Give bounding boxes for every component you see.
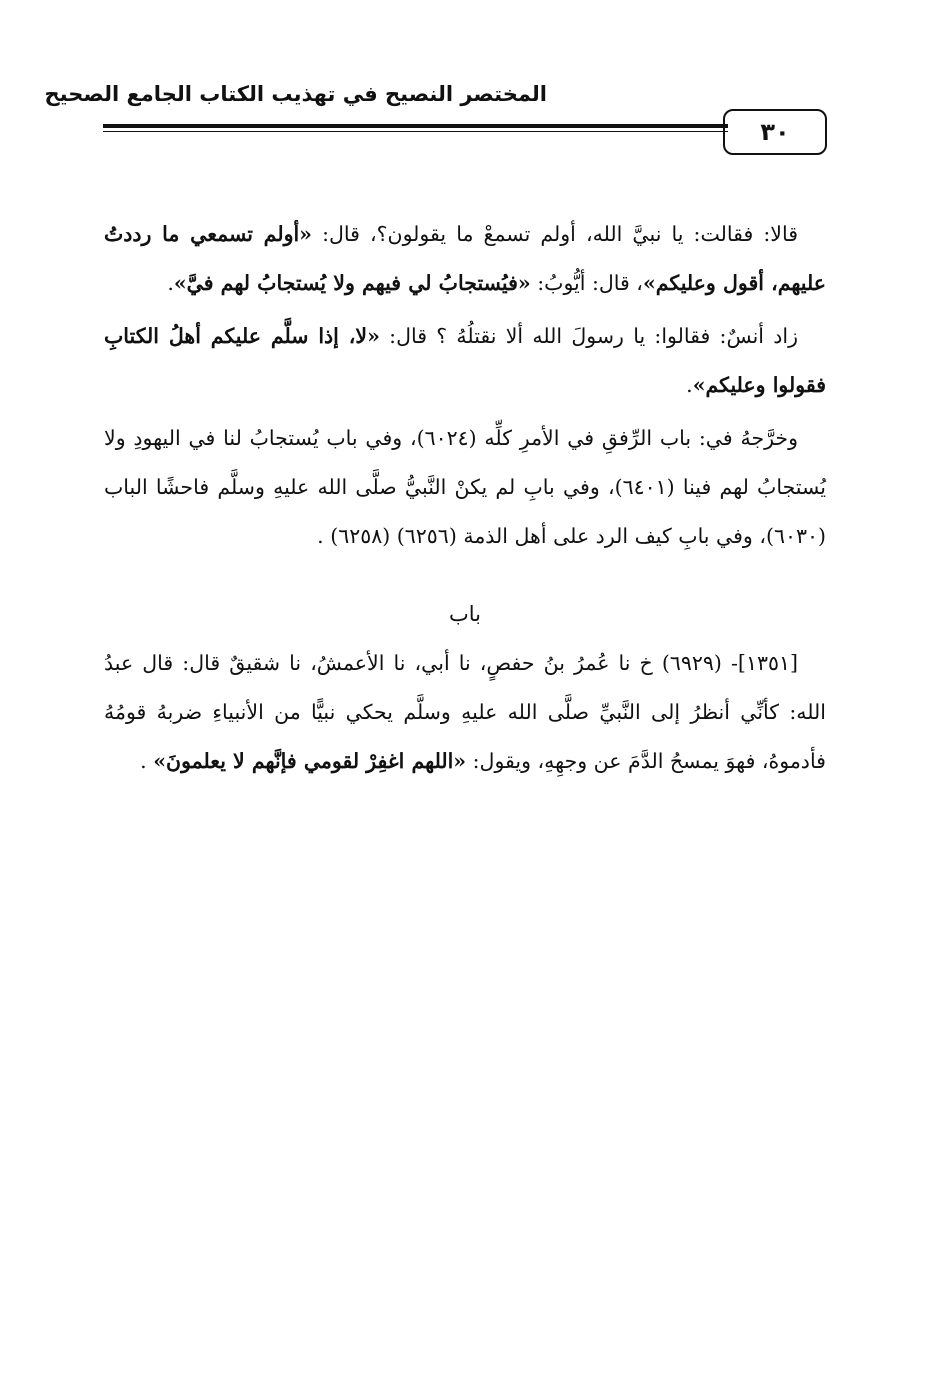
- paragraph-1: [104, 210, 826, 308]
- page-body: [104, 210, 826, 786]
- hadith-quote: «فيُستجابُ لي فيهم ولا يُستجابُ لهم فيَّ»: [173, 271, 531, 295]
- paragraph-2-text: زاد أنسٌ: فقالوا: يا رسولَ الله ألا نقتلُهُ ؟ قال:: [379, 324, 798, 348]
- paragraph-4-text: [١٣٥١]- (٦٩٢٩) خ نا عُمرُ بنُ حفصٍ، نا أبي، نا الأعمشُ، نا شقيقٌ قال: قال عبدُ الله: كأنِّي أنظرُ إلى النَّبيِّ صلَّى الله عليهِ وسلَّم يحكي نبيًّا من الأنبياءِ ضربهُ قومُهُ فأدموهُ، فهوَ يمسحُ الدَّمَ عن وجهِهِ، ويقول:: [104, 651, 826, 773]
- hadith-quote: «لا، إذا سلَّم عليكم أهلُ الكتابِ فقولوا وعليكم»: [104, 324, 826, 397]
- paragraph-4: [104, 639, 826, 786]
- running-header-title: المختصر النصيح في تهذيب الكتاب الجامع الصحيح: [44, 82, 547, 106]
- section-heading: باب: [448, 602, 481, 626]
- header-rule: [103, 124, 728, 128]
- hadith-quote: «أولم تسمعي ما رددتُ عليهم، أقول وعليكم»: [104, 222, 826, 295]
- paragraph-2-text: .: [686, 373, 693, 397]
- paragraph-2: [104, 312, 826, 410]
- header-rule-thin: [103, 131, 728, 132]
- page-number: ٣٠: [723, 109, 827, 155]
- paragraph-3: وخرَّجهُ في: باب الرِّفقِ في الأمرِ كلِّه (٦٠٢٤)، وفي باب يُستجابُ لنا في اليهودِ ولا يُستجابُ لهم فينا (٦٤٠١)، وفي بابِ لم يكنْ النَّبيُّ صلَّى الله عليهِ وسلَّم فاحشًا الباب (٦٠٣٠)، وفي بابِ كيف الرد على أهل الذمة (٦٢٥٦) (٦٢٥٨) .: [104, 426, 826, 548]
- paragraph-1-text: .: [167, 271, 174, 295]
- paragraph-4-text: .: [140, 749, 154, 773]
- hadith-quote: «اللهم اغفِرْ لقومي فإنَّهم لا يعلمونَ»: [153, 749, 467, 773]
- paragraph-1-text: قالا: فقالت: يا نبيَّ الله، أولم تسمعْ ما يقولون؟، قال:: [311, 222, 799, 246]
- paragraph-1-text: ، قال: أيُّوبُ:: [530, 271, 643, 295]
